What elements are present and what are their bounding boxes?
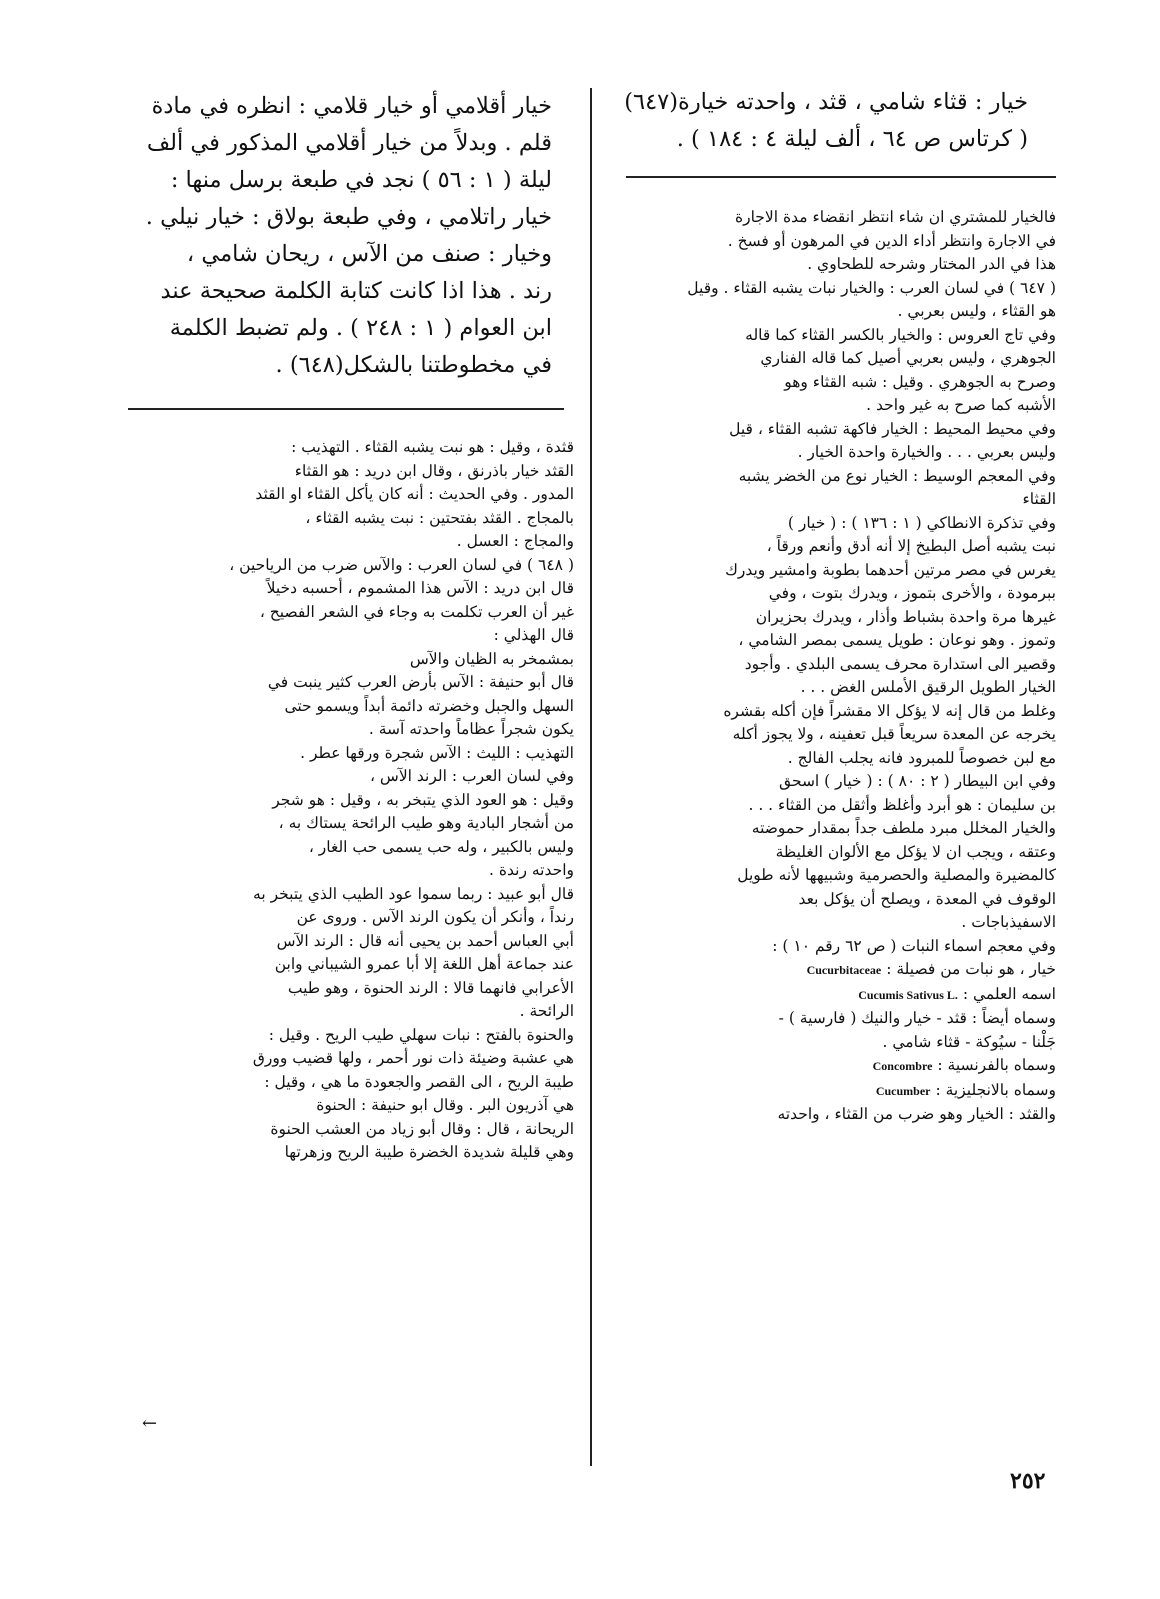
note-line: غيرها مرة واحدة بشباط وأذار ، ويدرك بحزيران bbox=[755, 607, 1056, 626]
note-line: فالخيار للمشتري ان شاء انتظر انقضاء مدة الاجارة bbox=[734, 208, 1056, 226]
note-line: يغرس في مصر مرتين أحدهما بطوبة وامشير ويدرك bbox=[725, 560, 1056, 579]
note-line bbox=[600, 958, 1056, 983]
note-line: غير أن العرب تكلمت به وجاء في الشعر الفصيح ، bbox=[259, 602, 574, 621]
note-line: وعتقه ، ويجب ان لا يؤكل مع الألوان الغليظة bbox=[775, 842, 1056, 861]
left-footnote-rule bbox=[128, 408, 564, 410]
note-line: رنداً ، وأنكر أن يكون الرند الآس . وروى عن bbox=[296, 908, 574, 926]
note-line: الاسفيذباجات . bbox=[961, 913, 1056, 931]
note-line: قال الهذلي : bbox=[493, 626, 574, 644]
note-line: الرائحة . bbox=[519, 1002, 574, 1020]
note-line: والحنوة بالفتح : نبات سهلي طيب الريح . وقيل : bbox=[268, 1025, 574, 1044]
note-line: وليس بعربي . . . والخيارة واحدة الخيار . bbox=[797, 443, 1056, 461]
note-line: يخرجه عن المعدة سريعاً قبل تعفينه ، ولا يجوز أكله bbox=[732, 725, 1056, 743]
note-line: والمجاج : العسل . bbox=[456, 532, 574, 550]
note-line: والقثد : الخيار وهو ضرب من القثاء ، واحدته bbox=[777, 1105, 1056, 1123]
note-line: هذا في الدر المختار وشرحه للطحاوي . bbox=[807, 255, 1056, 273]
note-line: من أشجار البادية وهو طيب الرائحة يستاك به ، bbox=[278, 814, 574, 832]
note-text: وسماه بالانجليزية : bbox=[935, 1080, 1056, 1099]
note-line: الأشبه كما صرح به غير واحد . bbox=[866, 396, 1056, 414]
column-divider bbox=[590, 88, 592, 1466]
note-line bbox=[600, 1054, 1056, 1079]
note-line: وفي ابن البيطار ( ٢ : ٨٠ ) : ( خيار ) اسحق bbox=[779, 772, 1056, 790]
note-line: الوقوف في المعدة ، ويصلح أن يؤكل بعد bbox=[798, 889, 1056, 908]
latin-scientific-term: Cucumis Sativus L. bbox=[858, 987, 958, 1002]
note-line: جَلْنا - سيُوكة - قثاء شامي . bbox=[882, 1032, 1056, 1051]
note-line: وقصير الى استدارة محرف يسمى البلدي . وأجود bbox=[744, 654, 1056, 673]
note-line: هي عشبة وضيئة ذات نور أحمر ، ولها قضيب وورق bbox=[252, 1049, 574, 1067]
note-line: السهل والجبل وخضرته دائمة أبداً ويسمو حتى bbox=[284, 696, 574, 715]
main-line: وخيار : صنف من الآس ، ريحان شامي ، bbox=[186, 241, 552, 267]
right-footnotes bbox=[600, 206, 1056, 1127]
note-line: ببرمودة ، والأخرى بتموز ، ويدرك بتوت ، وفي bbox=[768, 584, 1056, 602]
note-line: قال أبو عبيد : ربما سموا عود الطيب الذي يتبخر به bbox=[253, 884, 574, 903]
note-line: كالمضيرة والمصلية والحصرمية وشبيهها لأنه طويل bbox=[737, 866, 1056, 884]
note-line: مع لبن خصوصاً للمبرود فانه يجلب الفالج . bbox=[787, 748, 1056, 767]
main-line: ابن العوام ( ١ : ٢٤٨ ) . ولم تضبط الكلمة bbox=[169, 315, 552, 341]
note-line: والخيار المخلل مبرد ملطف جداً بمقدار حموضته bbox=[751, 819, 1056, 837]
note-line bbox=[600, 1079, 1056, 1104]
note-line: وصرح به الجوهري . وقيل : شبه القثاء وهو bbox=[784, 372, 1056, 391]
left-main-text bbox=[132, 88, 552, 384]
note-line: هو القثاء ، وليس بعربي . bbox=[897, 302, 1056, 320]
note-line: وقيل : هو العود الذي يتبخر به ، وقيل : هو شجر bbox=[272, 790, 574, 809]
note-line: وفي معجم اسماء النبات ( ص ٦٢ رقم ١٠ ) : bbox=[772, 936, 1056, 955]
note-line: القثاء bbox=[1022, 490, 1056, 508]
note-text: اسمه العلمي : bbox=[962, 984, 1056, 1003]
note-line: ( ٦٤٧ ) في لسان العرب : والخيار نبات يشبه القثاء . وقيل bbox=[687, 278, 1056, 297]
right-footnote-rule bbox=[626, 176, 1056, 178]
left-footnotes bbox=[118, 436, 574, 1165]
note-line: الجوهري ، وليس بعربي أصيل كما قاله الفناري bbox=[760, 349, 1056, 367]
main-line: خيار : قثاء شامي ، قثد ، واحدته خيارة(٦٤٧) bbox=[624, 89, 1028, 115]
main-line: خيار راتلامي ، وفي طبعة بولاق : خيار نيلي . bbox=[145, 204, 552, 230]
note-line: وتموز . وهو نوعان : طويل يسمى بمصر الشامي ، bbox=[738, 631, 1056, 649]
note-line: وفي تذكرة الانطاكي ( ١ : ١٣٦ ) : ( خيار ) bbox=[787, 513, 1056, 532]
note-line: بن سليمان : هو أبرد وأغلظ وأثقل من القثاء . . . bbox=[748, 795, 1056, 814]
note-text: وسماه بالفرنسية : bbox=[937, 1056, 1056, 1074]
latin-english-term: Cucumber bbox=[875, 1083, 931, 1098]
latin-family-term: Cucurbitaceae bbox=[806, 963, 882, 977]
main-line: في مخطوطتنا بالشكل(٦٤٨) . bbox=[275, 352, 552, 378]
note-line: وهي قليلة شديدة الخضرة طيبة الريح وزهرتها bbox=[284, 1143, 574, 1161]
note-line: الريحانة ، قال : وقال أبو زياد من العشب الحنوة bbox=[270, 1119, 574, 1138]
note-line: طيبة الريح ، الى القصر والجعودة ما هي ، وقيل : bbox=[264, 1072, 574, 1091]
note-line: وغلط من قال إنه لا يؤكل الا مقشراً فإن أكله بقشره bbox=[723, 701, 1056, 720]
note-line: وفي محيط المحيط : الخيار فاكهة تشبه القثاء ، قيل bbox=[729, 419, 1056, 438]
note-line: ( ٦٤٨ ) في لسان العرب : والآس ضرب من الرياحين ، bbox=[229, 555, 574, 574]
note-line bbox=[600, 983, 1056, 1008]
note-line: واحدته رندة . bbox=[489, 861, 574, 879]
note-text: خيار ، هو نبات من فصيلة : bbox=[886, 960, 1056, 978]
note-line: التهذيب : الليث : الآس شجرة ورقها عطر . bbox=[300, 743, 574, 762]
main-line: خيار أقلامي أو خيار قلامي : انظره في مادة bbox=[151, 93, 552, 119]
main-line: ليلة ( ١ : ٥٦ ) نجد في طبعة برسل منها : bbox=[170, 167, 552, 193]
note-line: المدور . وفي الحديث : أنه كان يأكل القثاء او القثد bbox=[255, 485, 574, 503]
main-line: قلم . وبدلاً من خيار أقلامي المذكور في ألف bbox=[146, 130, 552, 156]
note-line: قال ابن دريد : الآس هذا المشموم ، أحسبه دخيلاً bbox=[266, 579, 574, 597]
note-line: وفي لسان العرب : الرند الآس ، bbox=[369, 767, 574, 785]
latin-french-term: Concombre bbox=[872, 1059, 933, 1073]
note-line: الأعرابي فانهما قالا : الرند الحنوة ، وهو طيب bbox=[287, 978, 574, 997]
note-line: الخيار الطويل الرقيق الأملس الغض . . . bbox=[800, 678, 1056, 696]
note-line: عند جماعة أهل اللغة إلا أبا عمرو الشيباني وابن bbox=[274, 955, 574, 973]
note-line: وفي المعجم الوسيط : الخيار نوع من الخضر يشبه bbox=[738, 466, 1056, 485]
main-line: رند . هذا اذا كانت كتابة الكلمة صحيحة عند bbox=[160, 278, 552, 304]
note-line: هي آذريون البر . وقال ابو حنيفة : الحنوة bbox=[316, 1096, 574, 1114]
note-line: وسماه أيضاً : قثد - خيار والنيك ( فارسية ) - bbox=[778, 1009, 1056, 1027]
note-line: أبي العباس أحمد بن يحيى أنه قال : الرند الآس bbox=[276, 931, 574, 950]
note-line: بالمجاج . القثد بفتحتين : نبت يشبه القثاء ، bbox=[305, 508, 574, 527]
page-number: ٢٥٢ bbox=[1010, 1468, 1046, 1494]
note-line: يكون شجراً عظاماً واحدته آسة . bbox=[368, 720, 574, 738]
note-line: نبت يشبه أصل البطيخ إلا أنه أدق وأنعم ورقاً ، bbox=[766, 537, 1056, 555]
note-line: قال أبو حنيفة : الآس بأرض العرب كثير ينبت في bbox=[267, 673, 574, 691]
note-line: القثد خيار باذرنق ، وقال ابن دريد : هو القثاء bbox=[294, 461, 574, 480]
right-main-text bbox=[618, 84, 1028, 158]
note-line: وفي تاج العروس : والخيار بالكسر القثاء كما قاله bbox=[745, 325, 1056, 344]
note-line: قثدة ، وقيل : هو نبت يشبه القثاء . التهذيب : bbox=[291, 438, 574, 456]
note-line: في الاجارة وانتظر أداء الدين في المرهون أو فسخ . bbox=[727, 231, 1056, 250]
note-line: وليس بالكبير ، وله حب يسمى حب الغار ، bbox=[308, 837, 574, 856]
main-line: ( كرتاس ص ٦٤ ، ألف ليلة ٤ : ١٨٤ ) . bbox=[676, 126, 1028, 152]
continuation-arrow-icon: ← bbox=[142, 1413, 158, 1434]
note-line: بمشمخر به الظيان والآس bbox=[409, 649, 574, 668]
